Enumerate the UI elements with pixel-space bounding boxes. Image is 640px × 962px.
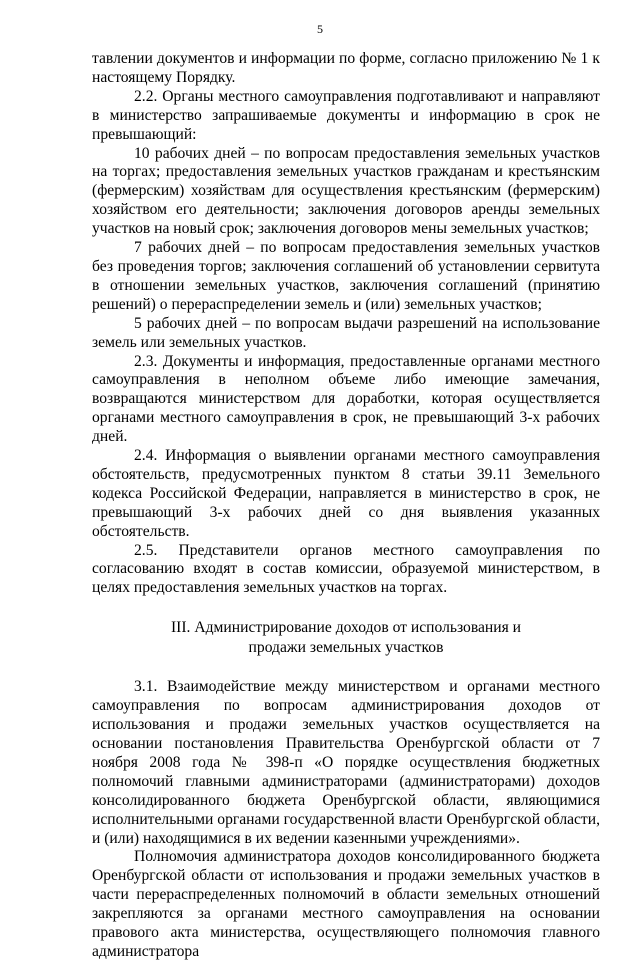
section-heading (92, 618, 600, 658)
paragraph-5-days: 5 рабочих дней – по вопросам выдачи разрешений на использование земель или земельных участков. (92, 314, 600, 351)
paragraph-7-days: 7 рабочих дней – по вопросам предоставления земельных участков без проведения торгов; заключения соглашений об установлении сервитута в отношении земельных участков, заключения соглашений (принятию решений) о перераспределении земель и (или) земельных участков; (92, 239, 600, 313)
section-heading-line-1: III. Администрирование доходов от использования и (170, 619, 522, 637)
document-body (92, 50, 600, 962)
paragraph-2-3: 2.3. Документы и информация, предоставленные органами местного самоуправления в неполном объеме либо имеющие замечания, возвращаются министерством для доработки, которая осуществляется органами местного самоуправления в срок, не превышающий 3-х рабочих дней. (92, 352, 600, 446)
paragraph-2-5: 2.5. Представители органов местного самоуправления по согласованию входят в состав комиссии, образуемой министерством, в целях предоставления земельных участков на торгах. (92, 541, 600, 597)
paragraph-10-days: 10 рабочих дней – по вопросам предоставления земельных участков на торгах; предоставления земельных участков гражданам и крестьянским (фермерским) хозяйствам для осуществления крестьянским (фермерским) хозяйством его деятельности; заключения договоров аренды земельных участков на новый срок; заключения договоров мены земельных участков; (92, 144, 600, 238)
paragraph-2-2: 2.2. Органы местного самоуправления подготавливают и направляют в министерство запрашиваемые документы и информацию в срок не превышающий: (92, 87, 600, 143)
paragraph-powers: Полномочия администратора доходов консолидированного бюджета Оренбургской области от использования и продажи земельных участков в части перераспределенных полномочий в области земельных отношений закрепляются за органами местного самоуправления на основании правового акта министерства, осуществляющего полномочия главного администратора (92, 848, 600, 960)
paragraph-continuation: тавлении документов и информации по форме, согласно приложению № 1 к настоящему Порядку. (92, 50, 600, 86)
paragraph-3-1: 3.1. Взаимодействие между министерством и органами местного самоуправления по вопросам администрирования доходов от использования и продажи земельных участков осуществляется на основании постановления Правительства Оренбургской области от 7 ноября 2008 года № 398-п «О порядке осуществления бюджетных полномочий главными администраторами (администраторами) доходов консолидированного бюджета Оренбургской области, являющимися исполнительными органами государственной власти Оренбургской области, и (или) находящимися в их ведении казенными учреждениями». (92, 678, 600, 847)
page-number: 5 (317, 22, 323, 36)
section-heading-line-2: продажи земельных участков (248, 639, 444, 657)
paragraph-2-4: 2.4. Информация о выявлении органами местного самоуправления обстоятельств, предусмотренных пунктом 8 статьи 39.11 Земельного кодекса Российской Федерации, направляется в министерство в срок, не превышающий 3-х рабочих дней со дня выявления указанных обстоятельств. (92, 447, 600, 540)
